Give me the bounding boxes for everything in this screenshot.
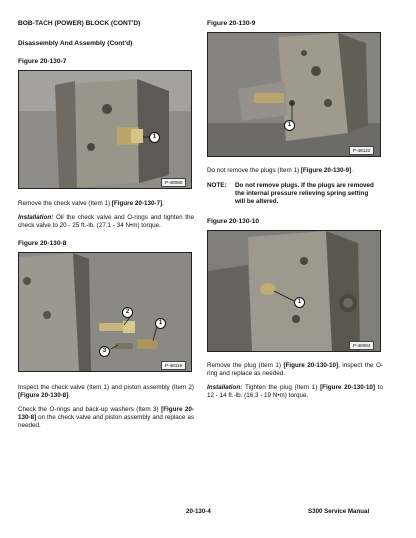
paragraph: Inspect the check valve (Item 1) and piston assembly (Item 2) [Figure 20-130-8]. xyxy=(18,384,194,400)
photo-code-label: P-48122 xyxy=(349,146,374,155)
callout-marker: 3 xyxy=(99,346,110,357)
callout-marker: 1 xyxy=(155,318,166,329)
figure-title: Figure 20-130-8 xyxy=(18,240,67,247)
figure-photo xyxy=(207,230,381,352)
figure-title: Figure 20-130-7 xyxy=(18,58,67,65)
figure-title: Figure 20-130-10 xyxy=(207,218,260,225)
paragraph: Do not remove the plugs (Item 1) [Figure 20-130-9]. xyxy=(207,167,353,174)
photo-code-label: P-48084 xyxy=(349,341,374,350)
note-label: NOTE: xyxy=(207,182,227,189)
photo-code-label: P-48119 xyxy=(161,361,186,370)
paragraph: Remove the check valve (Item 1) [Figure 20-130-7]. xyxy=(18,200,164,207)
paragraph: Check the O-rings and back-up washers (Item 3) [Figure 20-130-8] on the check valve and piston assembly and replace as needed. xyxy=(18,406,194,430)
callout-marker: 1 xyxy=(294,297,305,308)
paragraph: Installation: Tighten the plug (Item 1) [Figure 20-130-10] to 12 - 14 ft.-lb. (16,3 - 19 N•m) torque. xyxy=(207,384,383,400)
figure-photo xyxy=(18,252,192,372)
paragraph: Installation: Oil the check valve and O-rings and tighten the check valve to 20 - 25 ft.-lb. (27,1 - 34 N•m) torque. xyxy=(18,214,194,230)
photo-code-label: P-48080 xyxy=(161,178,186,187)
figure-photo xyxy=(18,70,192,189)
callout-marker: 1 xyxy=(149,132,160,143)
paragraph: Remove the plug (Item 1) [Figure 20-130-10], inspect the O-ring and replace as needed. xyxy=(207,362,384,378)
manual-title: S300 Service Manual xyxy=(308,508,370,515)
note-text: Do not remove plugs. If the plugs are removed the internal pressure relieving spring setting will be altered. xyxy=(235,182,374,206)
section-subtitle: Disassembly And Assembly (Cont'd) xyxy=(18,40,133,47)
figure-title: Figure 20-130-9 xyxy=(207,20,256,27)
figure-photo xyxy=(207,32,381,157)
section-title: BOB-TACH (POWER) BLOCK (CONT'D) xyxy=(18,20,141,27)
callout-marker: 2 xyxy=(122,307,133,318)
page-number: 20-130-4 xyxy=(186,508,211,515)
callout-marker: 1 xyxy=(284,120,295,131)
